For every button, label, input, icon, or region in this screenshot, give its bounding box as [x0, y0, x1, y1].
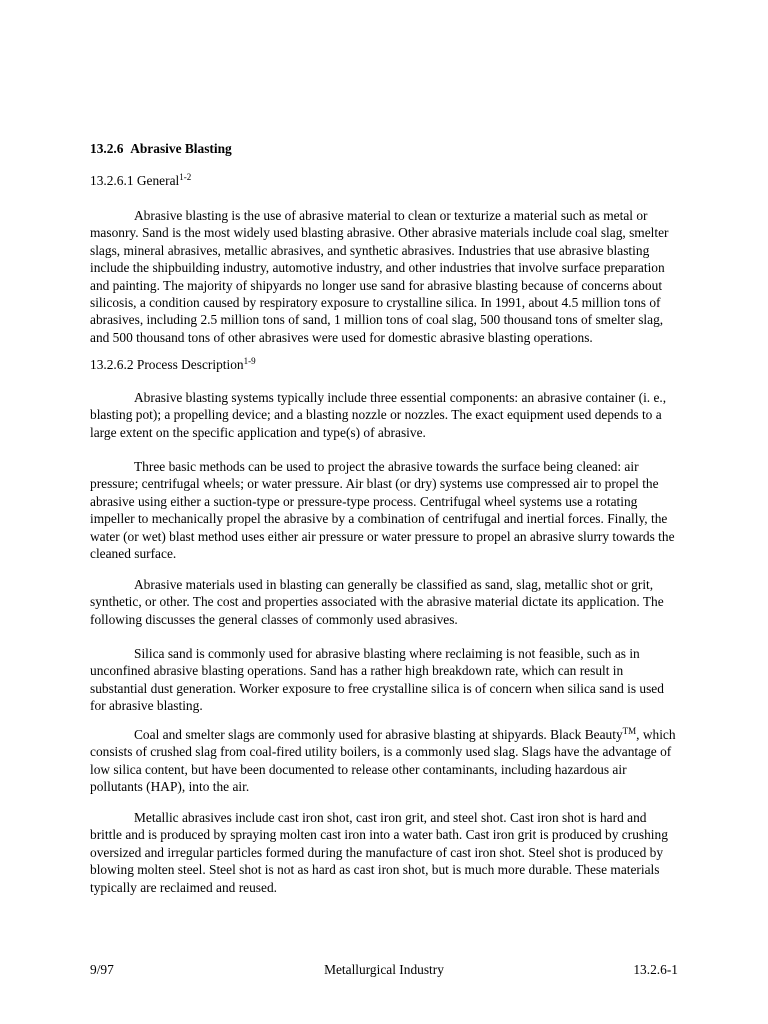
process-paragraph-slags [90, 726, 678, 796]
footer-date: 9/97 [90, 962, 114, 977]
section-title: Abrasive Blasting [130, 141, 232, 156]
footer-title: Metallurgical Industry [324, 962, 444, 977]
section-heading [90, 140, 678, 157]
process-reference: 1-9 [243, 356, 256, 366]
general-paragraph: Abrasive blasting is the use of abrasive material to clean or texturize a material such as metal or masonry. Sand is the most widely used blasting abrasive. Other abrasive materials include coal slag, smelter slags, mineral abrasives, metallic abrasives, and synthetic abrasives. Industries that use abrasive blasting include the shipbuilding industry, automotive industry, and other industries that involve surface preparation and painting. The majority of shipyards no longer use sand for abrasive blasting because of concerns about silicosis, a condition caused by respiratory exposure to crystalline silica. In 1991, about 4.5 million tons of abrasives, including 2.5 million tons of sand, 1 million tons of coal slag, 500 thousand tons of smelter slag, and 500 thousand tons of other abrasives were used for domestic abrasive blasting operations. [90, 208, 669, 345]
footer-page-number: 13.2.6-1 [633, 962, 678, 977]
slags-text-start: Coal and smelter slags are commonly used for abrasive blasting at shipyards. Black Beauty [134, 727, 623, 742]
process-paragraph-methods: Three basic methods can be used to project the abrasive towards the surface being cleaned: air pressure; centrifugal wheels; or water pressure. Air blast (or dry) systems use compressed air to propel the abrasive using either a suction-type or pressure-type process. Centrifugal wheel systems use a rotating impeller to mechanically propel the abrasive by a combination of centrifugal and inertial forces. Finally, the water (or wet) blast method uses either air pressure or water pressure to propel an abrasive slurry towards the cleaned surface. [90, 459, 675, 562]
process-paragraph-components: Abrasive blasting systems typically include three essential components: an abrasive container (i. e., blasting pot); a propelling device; and a blasting nozzle or nozzles. The exact equipment used depends to a large extent on the specific application and type(s) of abrasive. [90, 390, 667, 440]
process-paragraph-metallic: Metallic abrasives include cast iron shot, cast iron grit, and steel shot. Cast iron shot is hard and brittle and is produced by spraying molten cast iron into a water bath. Cast iron grit is produced by crushing oversized and irregular particles formed during the manufacture of cast iron shot. Steel shot is produced by blowing molten steel. Steel shot is not as hard as cast iron shot, but is much more durable. These materials typically are reclaimed and reused. [90, 810, 668, 895]
general-heading [90, 172, 678, 189]
slags-text-rest: , which consists of crushed slag from coal-fired utility boilers, is a commonly used slag. Slags have the advantage of low silica content, but have been documented to release other contaminants, including hazardous air pollutants (HAP), into the air. [90, 727, 676, 795]
process-heading [90, 356, 678, 373]
general-reference: 1-2 [179, 172, 192, 182]
process-heading-text: 13.2.6.2 Process Description [90, 357, 244, 372]
section-number: 13.2.6 [90, 141, 124, 156]
general-heading-text: 13.2.6.1 General [90, 173, 180, 188]
trademark-mark: TM [622, 726, 637, 736]
process-paragraph-materials: Abrasive materials used in blasting can generally be classified as sand, slag, metallic shot or grit, synthetic, or other. The cost and properties associated with the abrasive material dictate its application. The following discusses the general classes of commonly used abrasives. [90, 577, 664, 627]
page-footer [90, 961, 678, 979]
process-paragraph-silica-sand: Silica sand is commonly used for abrasive blasting where reclaiming is not feasible, such as in unconfined abrasive blasting operations. Sand has a rather high breakdown rate, which can result in substantial dust generation. Worker exposure to free crystalline silica is of concern when silica sand is used for abrasive blasting. [90, 646, 664, 714]
